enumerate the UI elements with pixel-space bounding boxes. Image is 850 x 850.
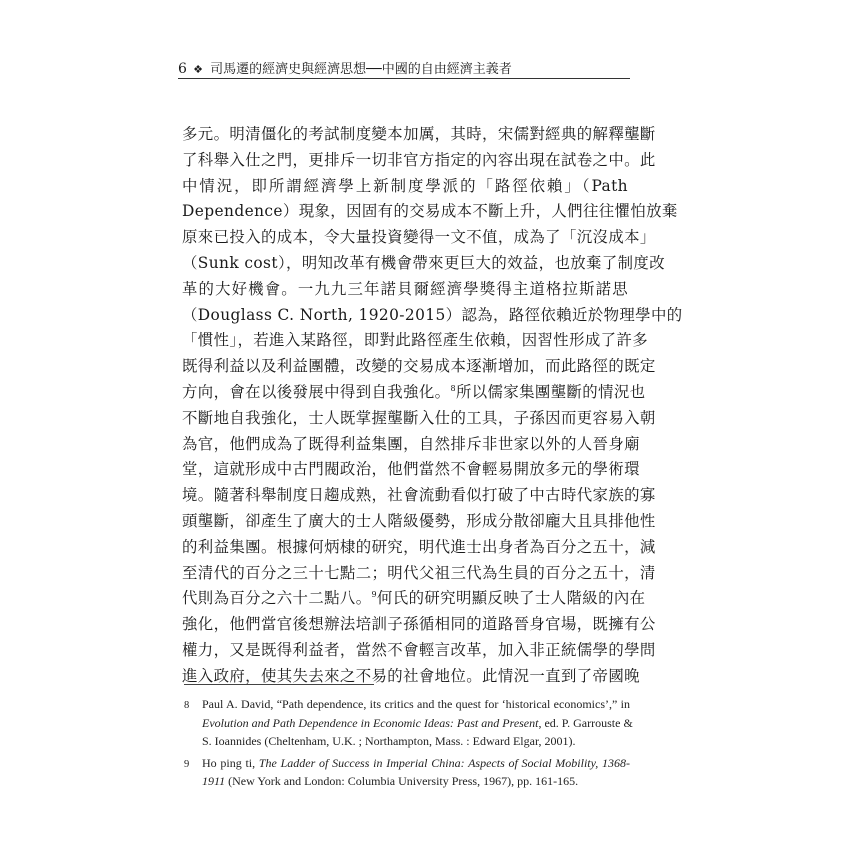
- footnote-text: , ed. P. Garrouste &: [538, 715, 633, 730]
- ornament-icon: ❖: [193, 63, 203, 76]
- footnote-number: 8: [184, 700, 190, 711]
- body-line: 堂，這就形成中古門閥政治，他們當然不會輕易開放多元的學術環: [182, 460, 640, 479]
- footnote-book-title: Evolution and Path Dependence in Economic Ideas: Past and Present: [202, 715, 539, 730]
- running-header: [178, 58, 630, 80]
- body-line: 的利益集團。根據何炳棣的研究，明代進士出身者為百分之五十，減: [182, 537, 656, 556]
- body-line: 境。隨著科舉制度日趨成熟，社會流動看似打破了中古時代家族的寡: [182, 486, 656, 505]
- body-line: 不斷地自我強化，士人既掌握壟斷入仕的工具，子孫因而更容易入朝: [182, 408, 656, 427]
- body-line: Dependence）現象，因固有的交易成本不斷上升，人們往往懼怕放棄: [182, 202, 678, 221]
- body-line: 權力，又是既得利益者，當然不會輕言改革，加入非正統儒學的學問: [182, 640, 656, 659]
- footnote-ref-8: 8: [450, 383, 456, 393]
- body-line: [182, 586, 646, 612]
- body-line: 頭壟斷，卻產生了廣大的士人階級優勢，形成分散卻龐大且具排他性: [182, 511, 656, 530]
- body-line: 了科舉入仕之門，更排斥一切非官方指定的內容出現在試卷之中。此: [182, 150, 656, 169]
- footnote-book-title: The Ladder of Success in Imperial China: Aspects of Social Mobility, 1368-: [258, 755, 631, 770]
- body-text-run: 所以儒家集團壟斷的情況也: [455, 382, 646, 401]
- footnote-8-line: [184, 695, 630, 714]
- body-line: 革的大好機會。一九九三年諾貝爾經濟學獎得主道格拉斯諾思: [182, 279, 628, 298]
- body-line: [182, 380, 646, 406]
- body-text-run: 代則為百分之六十二點八。: [182, 589, 372, 608]
- body-text: [182, 122, 683, 690]
- body-line: 原來已投入的成本，令大量投資變得一文不值，成為了「沉沒成本」: [182, 228, 656, 247]
- footnote-text: Ho ping ti,: [202, 755, 259, 770]
- header-rule: [178, 78, 630, 79]
- body-line: （Sunk cost），明知改革有機會帶來更巨大的效益，也放棄了制度改: [182, 253, 666, 272]
- footnote-9-line: [184, 772, 630, 791]
- footnotes: [184, 695, 633, 791]
- page-number: 6: [178, 61, 187, 77]
- body-line: 「慣性」，若進入某路徑，即對此路徑產生依賴，因習性形成了許多: [182, 331, 649, 350]
- body-line: 至清代的百分之三十七點二；明代父祖三代為生員的百分之五十，清: [182, 563, 656, 582]
- footnote-text: (New York and London: Columbia University Press, 1967), pp. 161-165.: [225, 774, 579, 789]
- footnote-8-line: S. Ioannides (Cheltenham, U.K. ; Northampton, Mass. : Edward Elgar, 2001).: [202, 734, 576, 749]
- body-line: 多元。明清僵化的考試制度變本加厲，其時，宋儒對經典的解釋壟斷: [182, 125, 656, 143]
- body-line: 強化，他們當官後想辦法培訓子孫循相同的道路晉身官場，既擁有公: [182, 615, 656, 634]
- footnote-8-line: [184, 714, 633, 733]
- body-line: （Douglass C. North, 1920-2015）認為，路徑依賴近於物理學中的: [182, 305, 683, 324]
- body-line: 為官，他們成為了既得利益集團，自然排斥非世家以外的人晉身廟: [182, 434, 640, 453]
- body-text-run: 方向，會在以後發展中得到自我強化。: [182, 382, 451, 401]
- footnote-number: 9: [184, 758, 190, 770]
- body-line: 進入政府，使其失去來之不易的社會地位。此情況一直到了帝國晚: [182, 666, 640, 685]
- footnote-rule: [184, 684, 374, 685]
- running-title: 司馬遷的經濟史與經濟思想──中國的自由經濟主義者: [210, 62, 512, 77]
- footnote-ref-9: 9: [371, 590, 377, 600]
- footnote-9-line: [184, 754, 630, 773]
- body-text-run: 何氏的研究明顯反映了士人階級的內在: [377, 589, 646, 608]
- footnote-book-title: 1911: [202, 774, 226, 789]
- body-line: 既得利益以及利益團體，改變的交易成本逐漸增加，而此路徑的既定: [182, 357, 656, 376]
- footnote-text: Paul A. David, “Path dependence, its critics and the quest for ‘historical economics’,” in: [202, 697, 630, 711]
- body-line: 中情況，即所謂經濟學上新制度學派的「路徑依賴」（Path: [182, 176, 628, 195]
